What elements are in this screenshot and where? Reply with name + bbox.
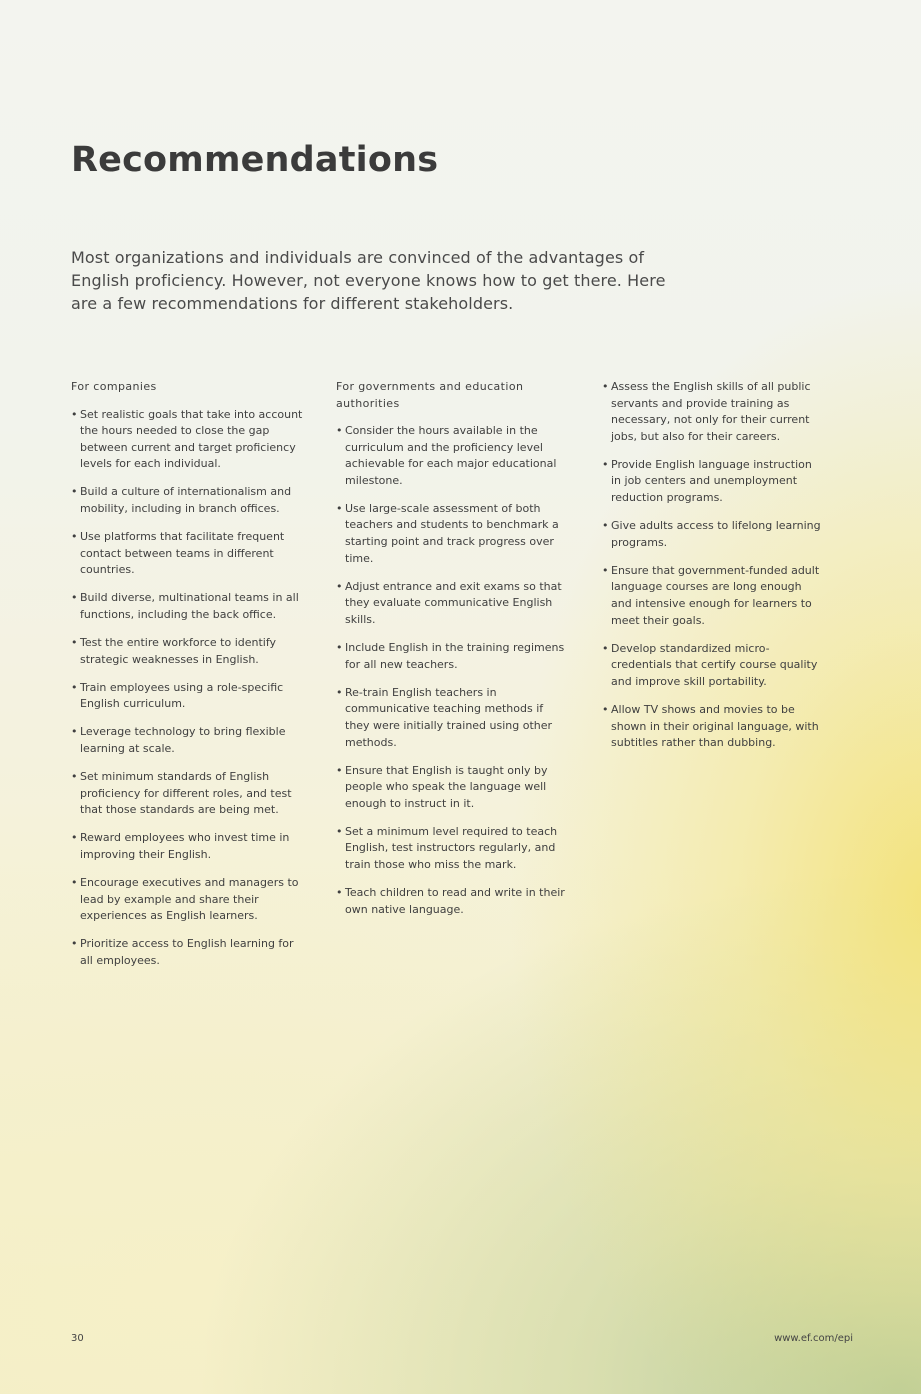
bullet-icon: • — [336, 886, 343, 900]
page-number: 30 — [71, 1333, 84, 1344]
recommendation-text: Leverage technology to bring flexible learning at scale. — [80, 725, 286, 755]
recommendation-item — [71, 590, 306, 623]
recommendation-text: Reward employees who invest time in improving their English. — [80, 831, 290, 861]
recommendation-item — [602, 563, 822, 629]
column-heading-companies: For companies — [71, 380, 157, 393]
recommendation-text: Teach children to read and write in their own native language. — [345, 886, 565, 916]
bullet-icon: • — [71, 636, 78, 650]
footer-url-link[interactable]: www.ef.com/epi — [774, 1333, 853, 1344]
bullet-icon: • — [336, 685, 343, 699]
bullet-icon: • — [336, 501, 343, 515]
companies-column — [71, 379, 306, 981]
bullet-icon: • — [602, 380, 609, 393]
recommendation-item — [602, 518, 822, 551]
bullet-icon: • — [71, 485, 78, 499]
recommendation-item — [602, 641, 822, 691]
recommendation-item — [336, 685, 571, 751]
recommendation-text: Consider the hours available in the curriculum and the proficiency level achievable for each major educational milestone. — [345, 424, 557, 487]
recommendation-text: Train employees using a role-specific English curriculum. — [80, 680, 284, 711]
recommendation-item — [336, 824, 571, 874]
bullet-icon: • — [336, 424, 343, 437]
bullet-icon: • — [71, 831, 78, 845]
bullet-icon: • — [71, 770, 78, 784]
recommendation-item — [336, 579, 571, 629]
intro-paragraph: Most organizations and individuals are convinced of the advantages of English proficiency. However, not everyone knows how to get there. Here are a few recommendations for different stakeholders. — [71, 248, 666, 313]
recommendation-text: Adjust entrance and exit exams so that they evaluate communicative English skills. — [345, 579, 562, 626]
governments-column — [336, 379, 571, 930]
recommendation-text: Build diverse, multinational teams in all functions, including the back office. — [80, 591, 299, 621]
recommendation-item — [336, 423, 571, 489]
bullet-icon: • — [602, 457, 609, 471]
recommendation-text: Ensure that English is taught only by people who speak the language well enough to instruct in it. — [345, 763, 548, 810]
recommendation-item — [71, 680, 306, 713]
companies-recommendation-list — [71, 407, 306, 970]
recommendation-item — [336, 885, 571, 918]
recommendation-item — [336, 763, 571, 813]
bullet-icon: • — [602, 563, 609, 577]
governments-recommendation-list-continued — [602, 379, 822, 752]
recommendation-text: Include English in the training regimens for all new teachers. — [345, 641, 565, 671]
bullet-icon: • — [336, 763, 343, 777]
bullet-icon: • — [602, 703, 609, 716]
bullet-icon: • — [71, 530, 78, 544]
recommendation-text: Use large-scale assessment of both teachers and students to benchmark a starting point and track progress over time. — [345, 501, 559, 565]
recommendation-item — [71, 484, 306, 517]
recommendation-item — [71, 724, 306, 757]
bullet-icon: • — [71, 937, 78, 951]
recommendation-item — [602, 457, 822, 507]
recommendation-item — [602, 379, 822, 445]
recommendation-text: Encourage executives and managers to lead by example and share their experiences as English learners. — [80, 876, 299, 923]
recommendation-item — [71, 875, 306, 925]
recommendation-item — [71, 635, 306, 668]
recommendation-text: Test the entire workforce to identify strategic weaknesses in English. — [80, 636, 277, 666]
bullet-icon: • — [71, 407, 78, 421]
bullet-icon: • — [336, 579, 343, 593]
page-title: Recommendations — [71, 140, 439, 180]
bullet-icon: • — [71, 680, 78, 694]
recommendation-item — [336, 501, 571, 567]
recommendation-item — [71, 529, 306, 579]
recommendation-text: Set a minimum level required to teach English, test instructors regularly, and train those who miss the mark. — [345, 824, 558, 872]
recommendation-item — [336, 640, 571, 673]
bullet-icon: • — [71, 725, 78, 739]
recommendation-text: Set minimum standards of English proficiency for different roles, and test that those standards are being met. — [80, 770, 292, 817]
recommendation-text: Provide English language instruction in job centers and unemployment reduction programs. — [611, 457, 812, 505]
recommendation-text: Allow TV shows and movies to be shown in their original language, with subtitles rather than dubbing. — [611, 703, 819, 750]
bullet-icon: • — [336, 641, 343, 655]
bullet-icon: • — [336, 824, 343, 838]
governments-recommendation-list — [336, 423, 571, 918]
recommendation-text: Assess the English skills of all public servants and provide training as necessary, not only for their current jobs, but also for their careers. — [611, 380, 811, 443]
recommendation-text: Prioritize access to English learning for all employees. — [80, 937, 294, 967]
recommendation-text: Re-train English teachers in communicative teaching methods if they were initially trained using other methods. — [345, 685, 553, 749]
column-heading-governments: For governments and education authorities — [336, 380, 524, 410]
recommendation-item — [71, 830, 306, 863]
recommendation-text: Develop standardized micro-credentials that certify course quality and improve skill portability. — [611, 641, 818, 688]
recommendation-item — [602, 702, 822, 752]
bullet-icon: • — [71, 591, 78, 605]
recommendation-item — [71, 936, 306, 969]
recommendation-text: Give adults access to lifelong learning programs. — [611, 519, 821, 549]
governments-column-continued — [602, 379, 822, 763]
recommendation-text: Use platforms that facilitate frequent contact between teams in different countries. — [80, 530, 285, 577]
bullet-icon: • — [602, 519, 609, 533]
recommendation-text: Ensure that government-funded adult language courses are long enough and intensive enough for learners to meet their goals. — [611, 563, 820, 627]
recommendation-text: Set realistic goals that take into account the hours needed to close the gap between current and target proficiency levels for each individual. — [80, 407, 303, 471]
bullet-icon: • — [71, 876, 78, 890]
recommendation-item — [71, 407, 306, 473]
bullet-icon: • — [602, 641, 609, 655]
recommendation-item — [71, 769, 306, 819]
recommendation-text: Build a culture of internationalism and mobility, including in branch offices. — [80, 485, 292, 515]
